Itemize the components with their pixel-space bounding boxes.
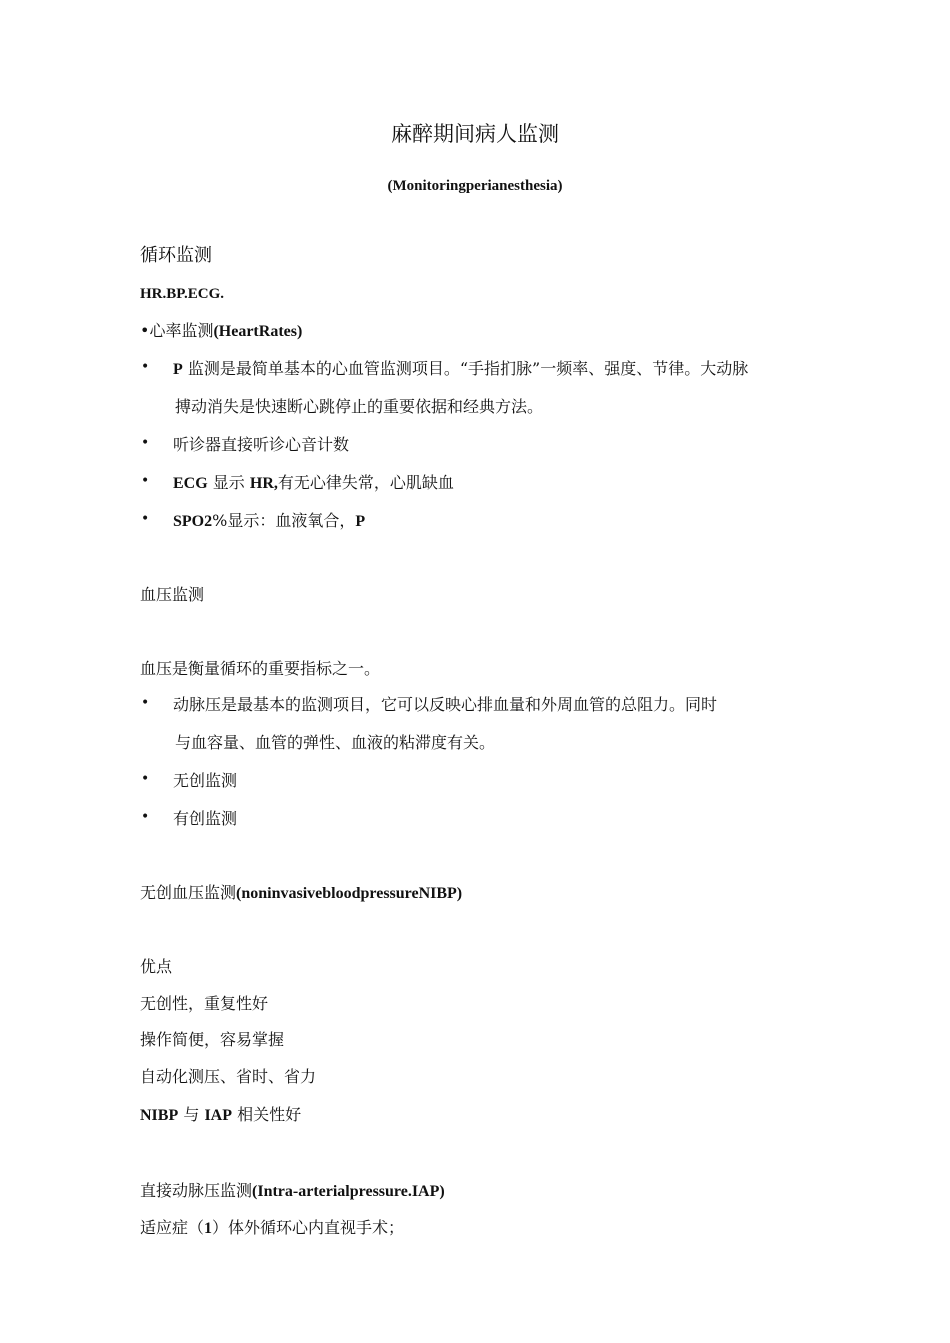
list-item-text: 适应症（ xyxy=(140,1218,205,1237)
heading-cn: 无创血压监测 xyxy=(140,883,237,902)
heading-en: (noninvasivebloodpressureNIBP) xyxy=(236,885,463,902)
list-item: 无创性，重复性好 xyxy=(140,994,269,1013)
spo2-label: SPO2 xyxy=(173,513,213,530)
hr-label: HR, xyxy=(249,475,278,492)
bullet-icon: • xyxy=(141,695,150,711)
heading-cn: 直接动脉压监测 xyxy=(140,1181,253,1200)
list-item: 听诊器直接听诊心音计数 xyxy=(173,435,350,454)
section-heading-iap xyxy=(140,1181,445,1202)
bullet-icon: • xyxy=(141,771,150,787)
list-item-text: 监测是最简单基本的心血管监测项目。“手指扪脉”一频率、强度、节律。大动脉 xyxy=(187,359,749,378)
heart-rate-heading xyxy=(140,321,302,342)
list-item: 有创监测 xyxy=(173,809,238,828)
list-item xyxy=(173,359,748,380)
list-item-text: 有无心律失常，心肌缺血 xyxy=(277,473,454,492)
bullet-icon: • xyxy=(141,473,150,489)
list-item-text: 相关性好 xyxy=(237,1105,302,1124)
nibp-label: NIBP xyxy=(140,1107,179,1124)
ecg-label: ECG xyxy=(173,475,208,492)
list-item xyxy=(140,1105,301,1126)
list-item: 操作简便，容易掌握 xyxy=(140,1030,285,1049)
section-heading-nibp xyxy=(140,883,462,904)
bullet-icon: • xyxy=(141,511,150,527)
item-number: 1 xyxy=(204,1220,213,1237)
page-title: 麻醉期间病人监测 xyxy=(391,122,559,146)
section-heading-circulation: 循环监测 xyxy=(140,245,212,266)
list-item-text: ）体外循环心内直视手术； xyxy=(212,1218,405,1237)
heading-en: (Intra-arterialpressure.IAP) xyxy=(252,1183,445,1200)
indication-line xyxy=(140,1218,404,1239)
list-item-text: 与 xyxy=(183,1105,200,1124)
iap-label: IAP xyxy=(204,1107,232,1124)
pulse-label: P xyxy=(355,513,366,530)
list-item-text: %显示：血液氧合， xyxy=(212,511,356,530)
list-item-continuation: 搏动消失是快速断心跳停止的重要依据和经典方法。 xyxy=(175,397,544,416)
pulse-label: P xyxy=(173,361,183,378)
sub-heading-hr-bp-ecg: HR.BP.ECG. xyxy=(140,286,225,302)
bullet-icon: • xyxy=(141,359,150,375)
heart-rate-heading-cn: •心率监测 xyxy=(140,321,214,340)
list-item-continuation: 与血容量、血管的弹性、血液的粘滞度有关。 xyxy=(175,733,496,752)
list-item: 自动化测压、省时、省力 xyxy=(140,1067,317,1086)
advantages-heading: 优点 xyxy=(140,957,173,976)
list-item-text: 显示 xyxy=(212,473,245,492)
list-item xyxy=(173,473,454,494)
page-subtitle: (Monitoringperianesthesia) xyxy=(387,178,563,194)
list-item xyxy=(173,511,365,532)
section-heading-blood-pressure: 血压监测 xyxy=(140,585,205,604)
paragraph: 血压是衡量循环的重要指标之一。 xyxy=(140,659,381,678)
heart-rate-heading-en: (HeartRates) xyxy=(213,323,303,340)
list-item: 动脉压是最基本的监测项目，它可以反映心排血量和外周血管的总阻力。同时 xyxy=(173,695,718,714)
bullet-icon: • xyxy=(141,809,150,825)
bullet-icon: • xyxy=(141,435,150,451)
list-item: 无创监测 xyxy=(173,771,238,790)
